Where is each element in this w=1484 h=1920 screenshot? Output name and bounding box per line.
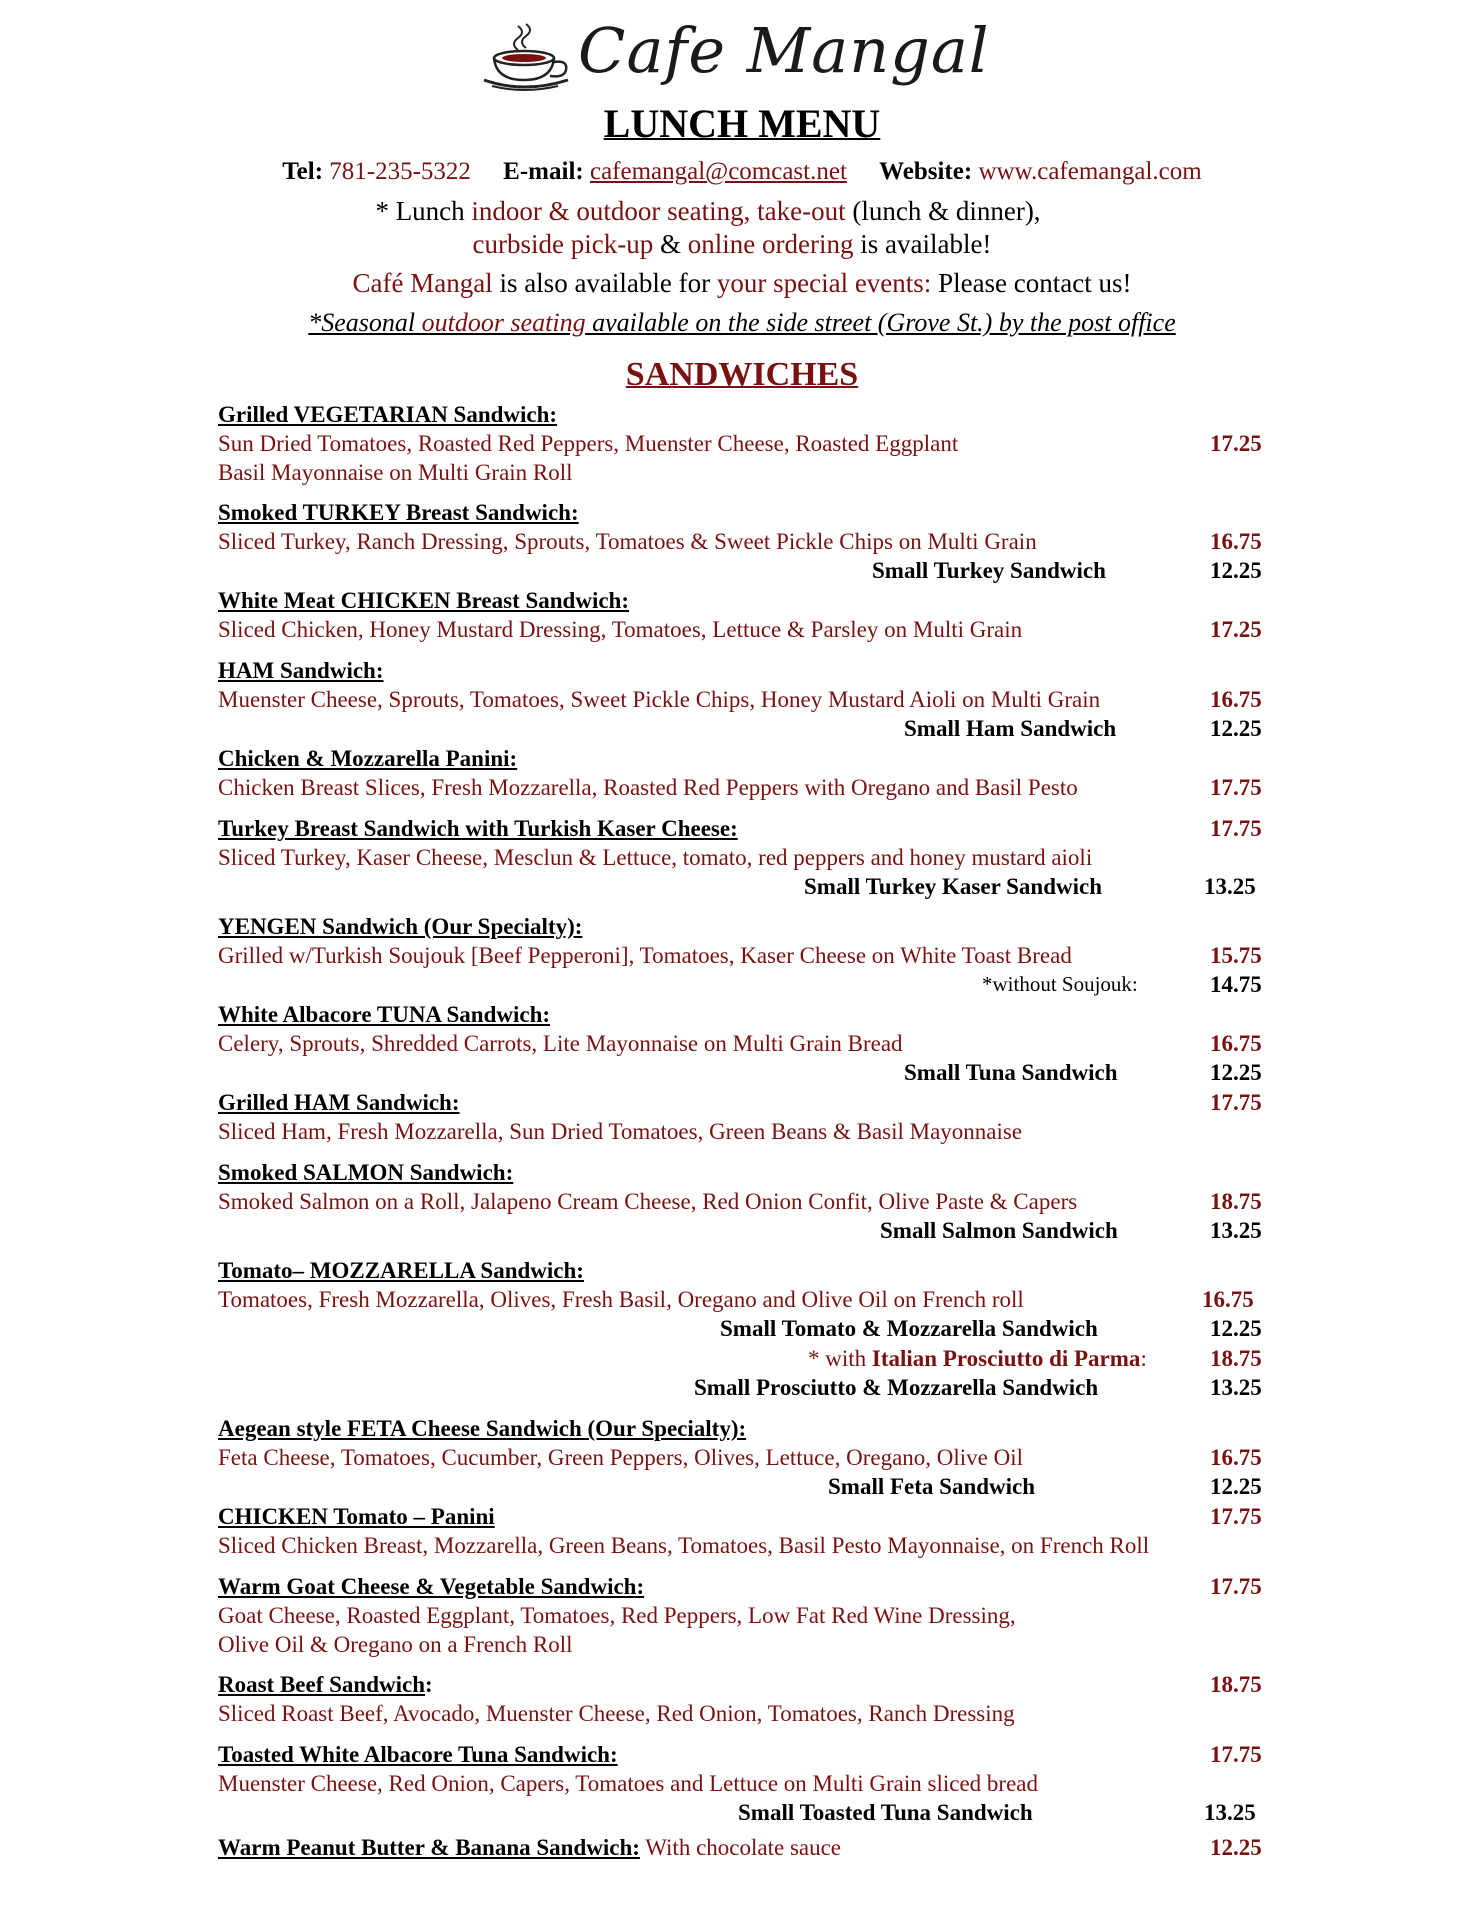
menu-item-desc: Grilled w/Turkish Soujouk [Beef Pepperoni], Tomatoes, Kaser Cheese on White Toast Bread 15.75: [218, 943, 1262, 968]
menu-item-name: Warm Goat Cheese & Vegetable Sandwich: 17.75: [218, 1574, 1262, 1599]
menu-item-desc: Sliced Roast Beef, Avocado, Muenster Cheese, Red Onion, Tomatoes, Ranch Dressing: [218, 1701, 1015, 1726]
menu-item-name: Toasted White Albacore Tuna Sandwich: 17.75: [218, 1742, 1262, 1767]
menu-item-price: 15.75: [1210, 943, 1262, 968]
menu-item-desc: Muenster Cheese, Sprouts, Tomatoes, Sweet Pickle Chips, Honey Mustard Aioli on Multi Grain 16.75: [218, 687, 1262, 712]
logo-wordmark: Cafe Mangal: [578, 14, 990, 87]
menu-item-name: HAM Sandwich:: [218, 658, 384, 683]
tel-label: Tel:: [282, 158, 324, 185]
small-size-row: Small Toasted Tuna Sandwich 13.25: [738, 1800, 1256, 1825]
menu-item-desc: Sliced Chicken, Honey Mustard Dressing, Tomatoes, Lettuce & Parsley on Multi Grain 17.25: [218, 617, 1262, 642]
menu-item-desc: Sun Dried Tomatoes, Roasted Red Peppers, Muenster Cheese, Roasted Eggplant 17.25: [218, 431, 1262, 456]
menu-item-name: Grilled VEGETARIAN Sandwich:: [218, 402, 558, 427]
email-link[interactable]: cafemangal@comcast.net: [589, 158, 847, 185]
menu-item-desc: Olive Oil & Oregano on a French Roll: [218, 1632, 573, 1657]
menu-item-price: 16.75: [1210, 1031, 1262, 1056]
menu-item-desc: Smoked Salmon on a Roll, Jalapeno Cream Cheese, Red Onion Confit, Olive Paste & Capers 18.75: [218, 1189, 1262, 1214]
menu-item-desc: Basil Mayonnaise on Multi Grain Roll: [218, 460, 573, 485]
small-size-row: Small Tuna Sandwich 12.25: [904, 1060, 1262, 1085]
page-title: LUNCH MENU: [603, 101, 881, 146]
website-link[interactable]: www.cafemangal.com: [978, 158, 1202, 185]
coffee-cup-icon: [478, 22, 574, 92]
info-line-3: Café Mangal is also available for your special events: Please contact us!: [352, 268, 1132, 298]
menu-item-desc: Sliced Turkey, Ranch Dressing, Sprouts, Tomatoes & Sweet Pickle Chips on Multi Grain 16.75: [218, 529, 1262, 554]
menu-item-price: 17.25: [1210, 431, 1262, 456]
menu-item-price: 16.75: [1202, 1287, 1254, 1312]
menu-item-price: 17.75: [1210, 816, 1262, 841]
menu-item-name: White Albacore TUNA Sandwich:: [218, 1002, 551, 1027]
menu-item-price: 17.25: [1210, 617, 1262, 642]
menu-item-name: YENGEN Sandwich (Our Specialty):: [218, 914, 583, 939]
menu-item-name: Turkey Breast Sandwich with Turkish Kaser Cheese: 17.75: [218, 816, 1262, 841]
menu-item-price: 16.75: [1210, 1445, 1262, 1470]
menu-item-desc: Celery, Sprouts, Shredded Carrots, Lite Mayonnaise on Multi Grain Bread 16.75: [218, 1031, 1262, 1056]
small-size-row: Small Feta Sandwich 12.25: [828, 1474, 1262, 1499]
email-label: E-mail:: [503, 158, 584, 185]
menu-item-name: Warm Peanut Butter & Banana Sandwich: With chocolate sauce 12.25: [218, 1835, 1262, 1860]
menu-item-price: 17.75: [1210, 1090, 1262, 1115]
contact-line: [0, 158, 1484, 186]
menu-item-price: 16.75: [1210, 529, 1262, 554]
menu-item-desc: Sliced Turkey, Kaser Cheese, Mesclun & Lettuce, tomato, red peppers and honey mustard aioli: [218, 845, 1093, 870]
menu-item-desc: Chicken Breast Slices, Fresh Mozzarella, Roasted Red Peppers with Oregano and Basil Pesto 17.75: [218, 775, 1262, 800]
menu-item-name: Aegean style FETA Cheese Sandwich (Our Specialty):: [218, 1416, 747, 1441]
menu-item-price: 18.75: [1210, 1672, 1262, 1697]
menu-item-price: 12.25: [1210, 1835, 1262, 1860]
menu-item-price: 18.75: [1210, 1189, 1262, 1214]
menu-item-name: CHICKEN Tomato – Panini 17.75: [218, 1504, 1262, 1529]
menu-item-desc: Sliced Chicken Breast, Mozzarella, Green Beans, Tomatoes, Basil Pesto Mayonnaise, on French Roll: [218, 1533, 1150, 1558]
section-heading: SANDWICHES: [625, 356, 859, 393]
menu-item-price: 17.75: [1210, 1574, 1262, 1599]
menu-item-price: 17.75: [1210, 1504, 1262, 1529]
small-size-row: Small Prosciutto & Mozzarella Sandwich 13.25: [694, 1375, 1262, 1400]
menu-item-price: 17.75: [1210, 775, 1262, 800]
menu-item-desc: Feta Cheese, Tomatoes, Cucumber, Green Peppers, Olives, Lettuce, Oregano, Olive Oil 16.75: [218, 1445, 1262, 1470]
info-line-1: * Lunch indoor & outdoor seating, take-out (lunch & dinner),: [375, 196, 1041, 226]
menu-item-desc: Muenster Cheese, Red Onion, Capers, Tomatoes and Lettuce on Multi Grain sliced bread: [218, 1771, 1039, 1796]
website-label: Website:: [879, 158, 973, 185]
info-line-2: curbside pick-up & online ordering is available!: [472, 229, 992, 259]
small-size-row: *without Soujouk: 14.75: [982, 972, 1262, 997]
small-size-row: Small Turkey Kaser Sandwich 13.25: [804, 874, 1256, 899]
small-size-row: Small Turkey Sandwich 12.25: [872, 558, 1262, 583]
menu-item-name: Roast Beef Sandwich: 18.75: [218, 1672, 1262, 1697]
seasonal-note: *Seasonal outdoor seating available on the side street (Grove St.) by the post office: [308, 308, 1176, 337]
menu-item-name: Grilled HAM Sandwich: 17.75: [218, 1090, 1262, 1115]
menu-item-desc: Sliced Ham, Fresh Mozzarella, Sun Dried Tomatoes, Green Beans & Basil Mayonnaise: [218, 1119, 1023, 1144]
small-size-row: Small Salmon Sandwich 13.25: [880, 1218, 1262, 1243]
menu-item-price: 16.75: [1210, 687, 1262, 712]
phone-number[interactable]: 781-235-5322: [329, 158, 471, 185]
menu-item-name: White Meat CHICKEN Breast Sandwich:: [218, 588, 630, 613]
menu-item-desc: Tomatoes, Fresh Mozzarella, Olives, Fresh Basil, Oregano and Olive Oil on French roll 16.75: [218, 1287, 1254, 1312]
prosciutto-option-row: * with Italian Prosciutto di Parma: 18.75: [808, 1346, 1262, 1371]
menu-item-name: Tomato– MOZZARELLA Sandwich:: [218, 1258, 584, 1283]
small-size-row: Small Ham Sandwich 12.25: [904, 716, 1262, 741]
small-size-row: Small Tomato & Mozzarella Sandwich 12.25: [720, 1316, 1262, 1341]
cafe-logo: [478, 14, 998, 100]
menu-item-name: Smoked SALMON Sandwich:: [218, 1160, 514, 1185]
menu-item-desc: Goat Cheese, Roasted Eggplant, Tomatoes, Red Peppers, Low Fat Red Wine Dressing,: [218, 1603, 1016, 1628]
menu-item-name: Chicken & Mozzarella Panini:: [218, 746, 518, 771]
menu-item-price: 17.75: [1210, 1742, 1262, 1767]
menu-item-name: Smoked TURKEY Breast Sandwich:: [218, 500, 579, 525]
